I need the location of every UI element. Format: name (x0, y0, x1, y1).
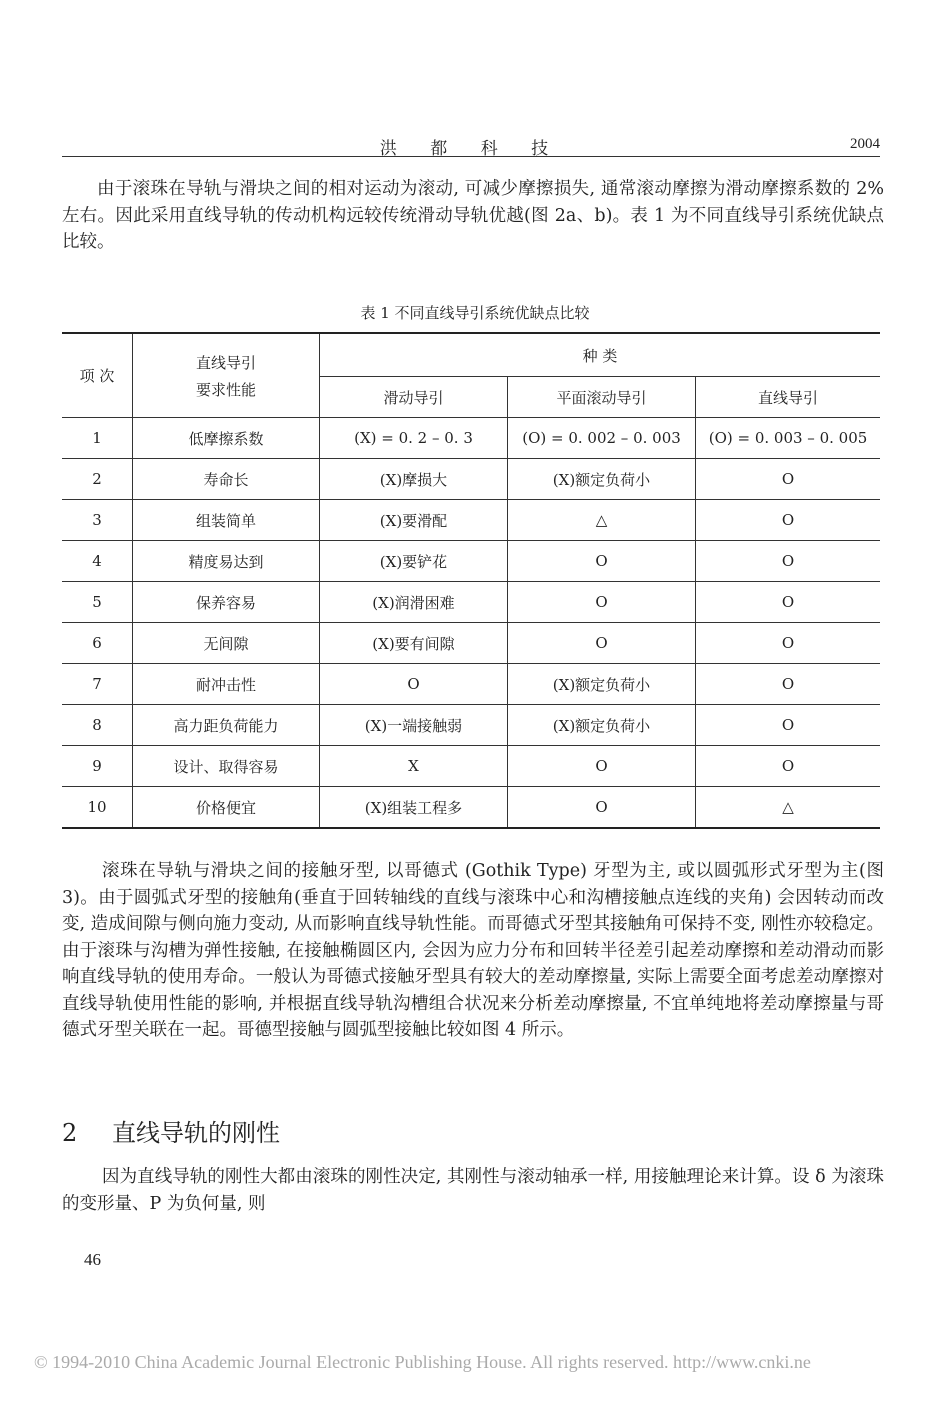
header-requirement (133, 333, 320, 418)
cell-flat-rolling: O (508, 787, 696, 829)
cell-linear: O (696, 664, 881, 705)
header-requirement-line2: 要求性能 (195, 380, 256, 399)
cell-sliding: (X)组装工程多 (320, 787, 508, 829)
table-row (62, 664, 880, 705)
header-requirement-line1: 直线导引 (195, 353, 256, 372)
cell-linear: O (696, 623, 881, 664)
cell-flat-rolling: (X)额定负荷小 (508, 705, 696, 746)
section-title: 直线导轨的刚性 (112, 1119, 280, 1147)
header-type-flat-rolling: 平面滚动导引 (508, 377, 696, 418)
header-type-linear: 直线导引 (696, 377, 881, 418)
cell-sliding: (X)一端接触弱 (320, 705, 508, 746)
cell-flat-rolling: (X)额定负荷小 (508, 459, 696, 500)
cell-flat-rolling: O (508, 623, 696, 664)
cell-linear: O (696, 746, 881, 787)
cell-flat-rolling: △ (508, 500, 696, 541)
journal-name: 洪 都 科 技 (379, 139, 563, 159)
cell-flat-rolling: O (508, 582, 696, 623)
cell-no: 2 (62, 459, 133, 500)
cell-no: 9 (62, 746, 133, 787)
cell-requirement: 设计、取得容易 (133, 746, 320, 787)
table-row (62, 746, 880, 787)
running-header (62, 126, 880, 157)
cell-no: 10 (62, 787, 133, 829)
cell-requirement: 耐冲击性 (133, 664, 320, 705)
cell-sliding: X (320, 746, 508, 787)
cell-linear: O (696, 459, 881, 500)
cell-linear: O (696, 582, 881, 623)
cell-requirement: 精度易达到 (133, 541, 320, 582)
cell-linear: O (696, 500, 881, 541)
table-row (62, 787, 880, 829)
paragraph-contact-profile: 滚珠在导轨与滑块之间的接触牙型, 以哥德式 (Gothik Type) 牙型为主, 或以圆弧形式牙型为主(图 3)。由于圆弧式牙型的接触角(垂直于回转轴线的直线与滚珠中心和沟槽接触点连线的夹角) 会因转动而改变, 造成间隙与侧向施力变动, 从而影响直线导轨性能。而哥德式牙型其接触角可保持不变, 刚性亦较稳定。由于滚珠与沟槽为弹性接触, 在接触椭圆区内, 会因为应力分布和回转半径差引起差动摩擦和差动滑动而影响直线导轨的使用寿命。一般认为哥德式接触牙型具有较大的差动摩擦量, 实际上需要全面考虑差动摩擦对直线导轨使用性能的影响, 并根据直线导轨沟槽组合状况来分析差动摩擦量, 不宜单纯地将差动摩擦量与哥德式牙型关联在一起。哥德型接触与圆弧型接触比较如图 4 所示。 (62, 861, 884, 1040)
comparison-table (62, 332, 880, 829)
cell-requirement: 低摩擦系数 (133, 418, 320, 459)
cell-linear: O (696, 705, 881, 746)
cell-flat-rolling: O (508, 541, 696, 582)
table-row (62, 500, 880, 541)
cell-no: 7 (62, 664, 133, 705)
cell-linear: (O) = 0. 003 – 0. 005 (696, 418, 881, 459)
table-caption: 表 1 不同直线导引系统优缺点比较 (360, 304, 590, 322)
cell-no: 4 (62, 541, 133, 582)
cell-sliding: (X)要有间隙 (320, 623, 508, 664)
page-number: 46 (84, 1250, 101, 1269)
cell-requirement: 价格便宜 (133, 787, 320, 829)
cell-no: 8 (62, 705, 133, 746)
table-row (62, 623, 880, 664)
cell-flat-rolling: (O) = 0. 002 – 0. 003 (508, 418, 696, 459)
cell-no: 1 (62, 418, 133, 459)
issue-year: 2004 (850, 136, 880, 152)
cell-no: 6 (62, 623, 133, 664)
header-kind: 种 类 (320, 333, 881, 377)
cell-requirement: 高力距负荷能力 (133, 705, 320, 746)
cell-linear: O (696, 541, 881, 582)
paragraph-intro: 由于滚珠在导轨与滑块之间的相对运动为滚动, 可减少摩擦损失, 通常滚动摩擦为滑动摩擦系数的 2% 左右。因此采用直线导轨的传动机构远较传统滑动导轨优越(图 2a、b)。表 1 为不同直线导引系统优缺点比较。 (62, 179, 884, 252)
cell-requirement: 寿命长 (133, 459, 320, 500)
cell-flat-rolling: O (508, 746, 696, 787)
cell-no: 5 (62, 582, 133, 623)
table-row (62, 541, 880, 582)
cell-sliding: (X) = 0. 2 – 0. 3 (320, 418, 508, 459)
cell-linear: △ (696, 787, 881, 829)
table-row (62, 418, 880, 459)
table-row (62, 459, 880, 500)
table-row (62, 705, 880, 746)
section-heading (62, 1113, 280, 1148)
cell-sliding: (X)要铲花 (320, 541, 508, 582)
section-number: 2 (62, 1119, 78, 1147)
cell-sliding: (X)润滑困难 (320, 582, 508, 623)
cell-flat-rolling: (X)额定负荷小 (508, 664, 696, 705)
cell-no: 3 (62, 500, 133, 541)
header-type-sliding: 滑动导引 (320, 377, 508, 418)
copyright-watermark: © 1994-2010 China Academic Journal Electronic Publishing House. All rights reserved. http://www.cnki.ne (34, 1352, 811, 1372)
cell-requirement: 无间隙 (133, 623, 320, 664)
cell-sliding: (X)要滑配 (320, 500, 508, 541)
cell-sliding: (X)摩损大 (320, 459, 508, 500)
cell-requirement: 组装简单 (133, 500, 320, 541)
cell-sliding: O (320, 664, 508, 705)
table-row (62, 582, 880, 623)
cell-requirement: 保养容易 (133, 582, 320, 623)
paragraph-rigidity: 因为直线导轨的刚性大都由滚珠的刚性决定, 其刚性与滚动轴承一样, 用接触理论来计算。设 δ 为滚珠的变形量、P 为负何量, 则 (62, 1167, 884, 1214)
header-item-no: 项 次 (62, 333, 133, 418)
